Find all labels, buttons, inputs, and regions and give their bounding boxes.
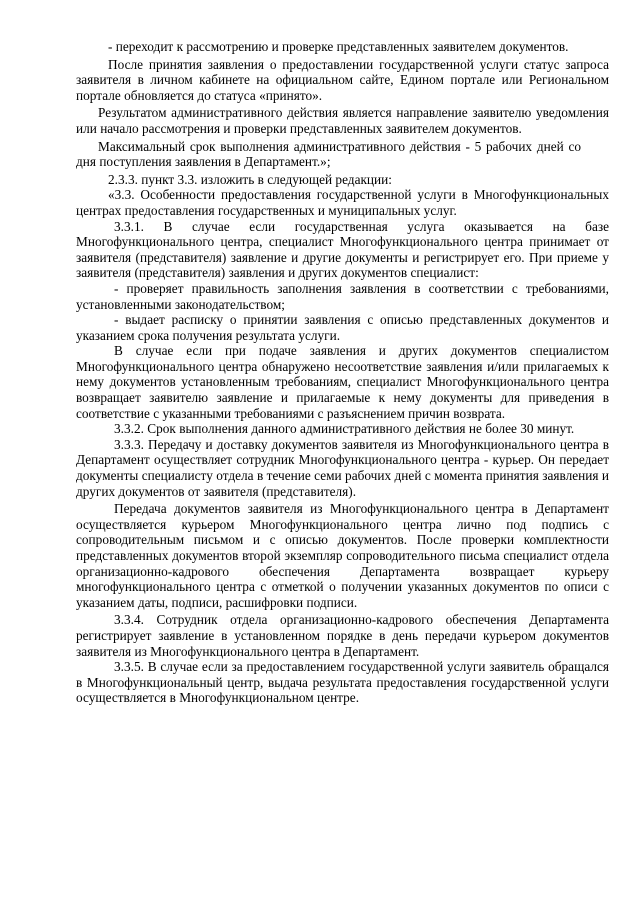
paragraph-p15: 3.3.5. В случае если за предоставлением государственной услуги заявитель обращался в Многофункциональный центр, выдача результата предоставления государственной услуги осуществляется в Многофункциональном центре. [76, 659, 609, 706]
paragraph-p07: 3.3.1. В случае если государственная услуга оказывается на базе Многофункционального центра, специалист Многофункционального центра принимает от заявителя (представителя) заявление и другие документы и регистрирует его. При приеме у заявителя (представителя) заявления и других документов специалист: [76, 218, 609, 281]
paragraph-p08: - проверяет правильность заполнения заявления в соответствии с требованиями, установленными законодательством; [76, 280, 609, 312]
paragraph-p02: После принятия заявления о предоставлении государственной услуги статус запроса заявителя в личном кабинете на официальном сайте, Едином портале или Региональном портале обновляется до статуса «принято». [76, 56, 609, 103]
paragraph-p11: 3.3.2. Срок выполнения данного административного действия не более 30 минут. [114, 421, 575, 437]
paragraph-p03: Результатом административного действия является направление заявителю уведомления или начало рассмотрения и проверки представленных заявителем документов. [76, 105, 609, 136]
paragraph-p10: В случае если при подаче заявления и других документов специалистом Многофункционального центра обнаружено несоответствие заявления и/или прилагаемых к нему документов установленным требованиям, специалист Многофункционального центра возвращает заявителю заявление и прилагаемые к нему документы для приведения в соответствие с указанными требованиями с разъяснением причин возврата. [76, 343, 609, 421]
paragraph-p04: Максимальный срок выполнения административного действия - 5 рабочих дней со дня поступления заявления в Департамент.»; [76, 138, 581, 170]
paragraph-p01: - переходит к рассмотрению и проверке представленных заявителем документов. [108, 39, 569, 54]
document-body [76, 39, 609, 706]
paragraph-p06: «3.3. Особенности предоставления государственной услуги в Многофункциональных центрах предоставления государственных и муниципальных услуг. [76, 187, 609, 218]
paragraph-p13: Передача документов заявителя из Многофункционального центра в Департамент осуществляется курьером Многофункционального центра лично под подпись с сопроводительным письмом и с описью документов. После проверки комплектности представленных документов второй экземпляр сопроводительного письма специалист отдела организационно-кадрового обеспечения Департамента возвращает курьеру многофункционального центра с отметкой о получении указанных документов по описи с указанием даты, подписи, расшифровки подписи. [76, 501, 609, 610]
paragraph-p12: 3.3.3. Передачу и доставку документов заявителя из Многофункционального центра в Департамент осуществляет сотрудник Многофункционального центра - курьер. Он передает документы специалисту отдела в течение семи рабочих дней с момента принятия заявления и других документов от заявителя (представителя). [76, 436, 609, 499]
paragraph-p09: - выдает расписку о принятии заявления с описью представленных документов и указанием срока получения результата услуги. [76, 312, 609, 343]
paragraph-p14: 3.3.4. Сотрудник отдела организационно-кадрового обеспечения Департамента регистрирует заявление в установленном порядке в день передачи курьером документов заявителя из Многофункционального центра в Департамент. [76, 612, 609, 659]
paragraph-p05: 2.3.3. пункт 3.3. изложить в следующей редакции: [108, 171, 392, 187]
